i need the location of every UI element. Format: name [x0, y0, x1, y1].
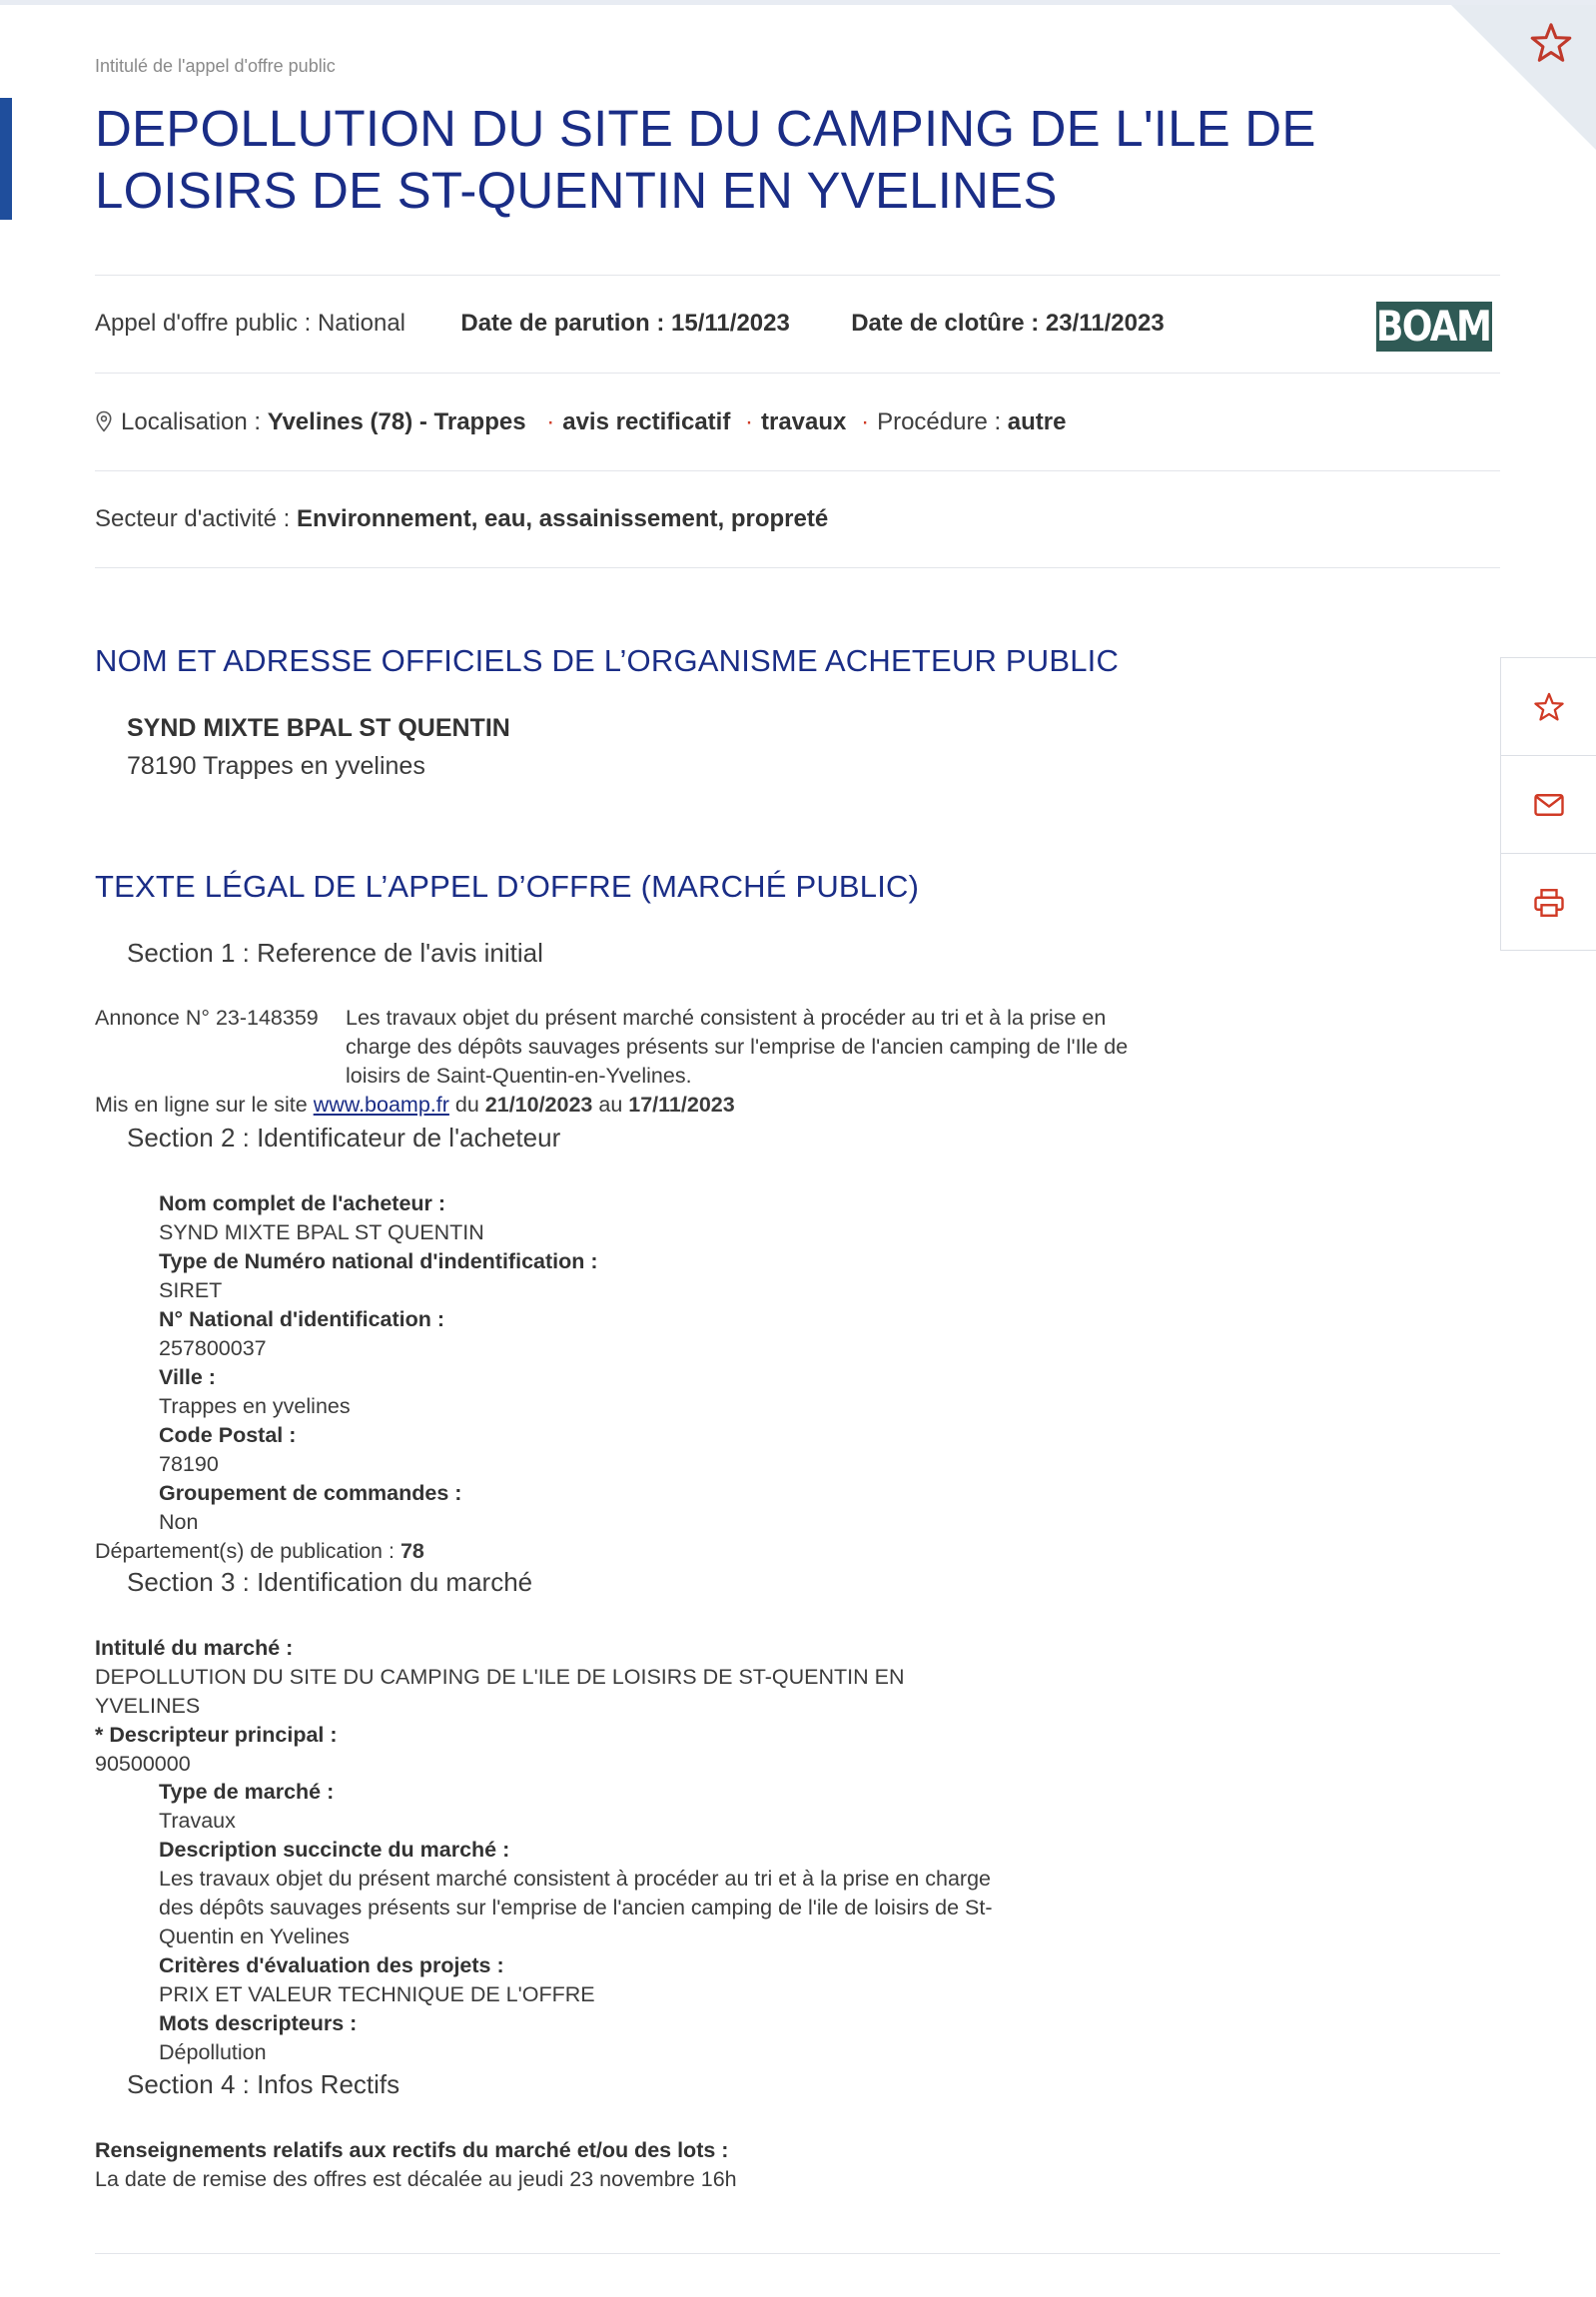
buyer-heading: NOM ET ADRESSE OFFICIELS DE L’ORGANISME ACHETEUR PUBLIC [95, 643, 1120, 678]
action-sidebar [1500, 657, 1596, 951]
online-to-date: 17/11/2023 [628, 1093, 735, 1117]
email-button[interactable] [1501, 756, 1596, 854]
rectifs-label: Renseignements relatifs aux rectifs du marché et/ou des lots : [95, 2138, 729, 2162]
online-prefix: Mis en ligne sur le site [95, 1093, 314, 1117]
field-label: Description succincte du marché : [159, 1838, 510, 1862]
divider [95, 2253, 1500, 2254]
title-accent-bar [0, 98, 12, 220]
departement-label: Département(s) de publication : [95, 1539, 400, 1563]
field-value: SIRET [159, 1278, 223, 1302]
section-2-title: Section 2 : Identificateur de l'acheteur [127, 1123, 561, 1152]
field-label: Critères d'évaluation des projets : [159, 1953, 504, 1977]
meta-row [95, 310, 1500, 338]
title-eyebrow: Intitulé de l'appel d'offre public [95, 56, 336, 76]
descripteur-label: * Descripteur principal : [95, 1723, 338, 1747]
field-value: 257800037 [159, 1336, 267, 1360]
online-line [95, 1091, 735, 1120]
online-au: au [592, 1093, 629, 1117]
sector-value: Environnement, eau, assainissement, propreté [297, 505, 829, 532]
field-label: Groupement de commandes : [159, 1481, 462, 1505]
procedure-value: autre [1007, 408, 1067, 435]
divider [95, 373, 1500, 374]
annonce-number: Annonce N° 23-148359 [95, 1006, 319, 1030]
divider [95, 275, 1500, 276]
map-pin-icon [95, 410, 113, 432]
intitule-value: DEPOLLUTION DU SITE DU CAMPING DE L'ILE DE LOISIRS DE ST-QUENTIN EN YVELINES [95, 1665, 905, 1718]
rectifs-value: La date de remise des offres est décalée au jeudi 23 novembre 16h [95, 2167, 737, 2191]
location-row: Localisation : Yvelines (78) - Trappes · avis rectificatif · travaux · Procédure : autre [95, 408, 1500, 436]
departement-value: 78 [399, 1539, 424, 1563]
section-4-fields [95, 2136, 1194, 2194]
field-label: Ville : [159, 1365, 216, 1389]
legal-heading: TEXTE LÉGAL DE L’APPEL D’OFFRE (MARCHÉ PUBLIC) [95, 869, 920, 904]
sector-row [95, 505, 1500, 533]
boamp-link[interactable]: www.boamp.fr [313, 1093, 449, 1117]
tag-travaux: travaux [761, 408, 847, 435]
field-value: Les travaux objet du présent marché consistent à procéder au tri et à la prise en charge des dépôts sauvages présents sur l'emprise de l'ancien camping de l'ile de loisirs de St-Quentin en Yvelines [159, 1867, 993, 1948]
online-from-date: 21/10/2023 [484, 1093, 593, 1117]
field-label: Code Postal : [159, 1423, 297, 1447]
offer-type-label: Appel d'offre public : [95, 310, 318, 337]
field-value: Non [159, 1510, 199, 1534]
corner-ribbon [1451, 5, 1596, 150]
field-label: N° National d'identification : [159, 1307, 445, 1331]
section-1-title: Section 1 : Reference de l'avis initial [127, 938, 543, 968]
online-du: du [448, 1093, 485, 1117]
boamp-logo: BOAMP [1375, 302, 1515, 351]
field-value: Travaux [159, 1809, 236, 1833]
favorite-corner-star-icon[interactable] [1528, 20, 1574, 66]
section-3-title: Section 3 : Identification du marché [127, 1567, 533, 1597]
intitule-label: Intitulé du marché : [95, 1636, 294, 1660]
section-4-title: Section 4 : Infos Rectifs [127, 2069, 400, 2099]
buyer-address: 78190 Trappes en yvelines [127, 752, 425, 780]
descripteur-value: 90500000 [95, 1752, 191, 1776]
field-value: Trappes en yvelines [159, 1394, 351, 1418]
field-label: Nom complet de l'acheteur : [159, 1191, 446, 1215]
divider [95, 470, 1500, 471]
favorite-button[interactable] [1501, 658, 1596, 756]
field-label: Type de Numéro national d'indentification : [159, 1249, 598, 1273]
offer-type-value: National [317, 310, 406, 337]
departement-line [95, 1537, 424, 1566]
parution-label: Date de parution : [460, 310, 672, 337]
field-value: PRIX ET VALEUR TECHNIQUE DE L'OFFRE [159, 1982, 595, 2006]
print-button[interactable] [1501, 854, 1596, 951]
cloture-label: Date de clotûre : [851, 310, 1046, 337]
procedure-label: Procédure : [877, 408, 1008, 435]
buyer-address-block [127, 709, 510, 785]
tag-avis-rectificatif: avis rectificatif [562, 408, 731, 435]
sector-label: Secteur d'activité : [95, 505, 298, 532]
field-label: Type de marché : [159, 1780, 335, 1804]
section-3-fields [159, 1778, 1008, 2067]
page-title: DEPOLLUTION DU SITE DU CAMPING DE L'ILE DE LOISIRS DE ST-QUENTIN EN YVELINES [95, 100, 1316, 219]
printer-icon [1531, 885, 1567, 921]
annonce-text: Les travaux objet du présent marché consistent à procéder au tri et à la prise en charge des dépôts sauvages présents sur l'emprise de l'ancien camping de l'Ile de loisirs de Saint-Quentin-en-Yvelines. [346, 1006, 1129, 1088]
section-2-fields [159, 1189, 1058, 1537]
star-icon [1532, 690, 1566, 724]
buyer-name: SYND MIXTE BPAL ST QUENTIN [127, 714, 510, 742]
field-value: 78190 [159, 1452, 219, 1476]
field-value: SYND MIXTE BPAL ST QUENTIN [159, 1220, 484, 1244]
divider [95, 567, 1500, 568]
location-label: Localisation : [121, 408, 268, 435]
top-border [0, 0, 1596, 5]
field-label: Mots descripteurs : [159, 2011, 358, 2035]
parution-date: 15/11/2023 [671, 310, 790, 337]
mail-icon [1531, 787, 1567, 823]
location-value: Yvelines (78) - Trappes [267, 408, 526, 435]
cloture-date: 23/11/2023 [1045, 310, 1165, 337]
section-3-main [95, 1634, 974, 1779]
field-value: Dépollution [159, 2040, 267, 2064]
